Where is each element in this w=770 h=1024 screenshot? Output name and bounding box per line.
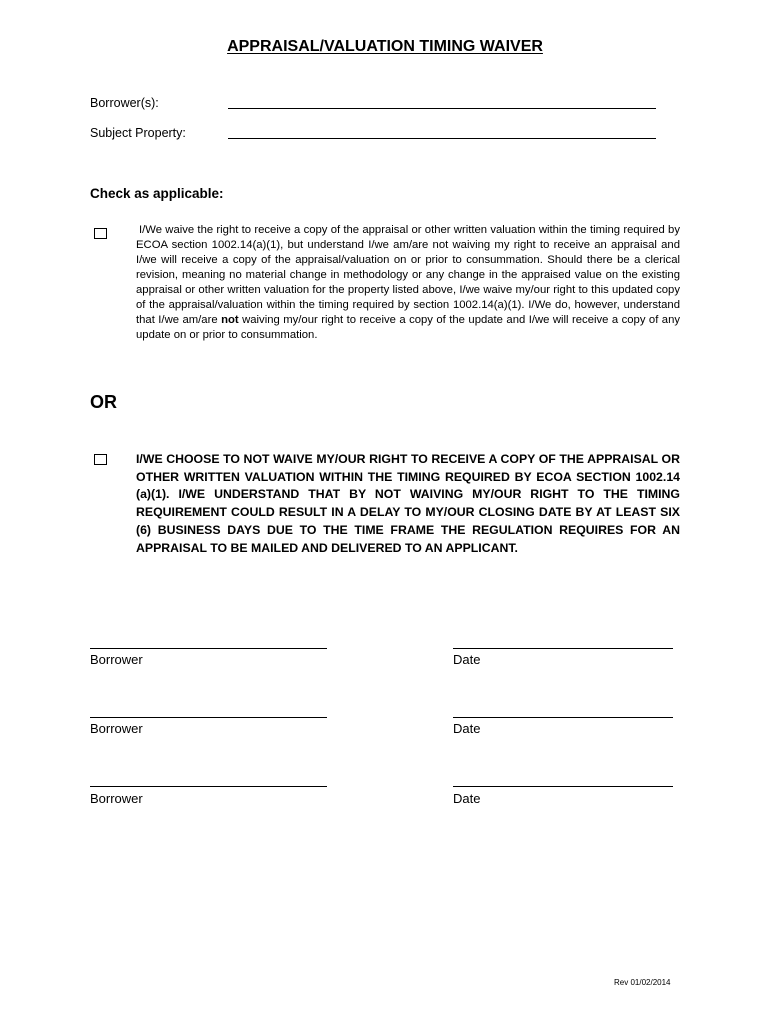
borrower-signature-line[interactable]: [90, 717, 327, 718]
or-separator: OR: [90, 392, 117, 412]
date-signature-line[interactable]: [453, 717, 673, 718]
check-applicable-heading: Check as applicable:: [90, 186, 224, 201]
date-label: Date: [453, 791, 481, 806]
borrower-label: Borrower: [90, 721, 143, 736]
subject-property-label: Subject Property:: [90, 126, 186, 140]
borrowers-input-line[interactable]: [228, 108, 656, 109]
date-signature-line[interactable]: [453, 648, 673, 649]
borrower-signature-line[interactable]: [90, 648, 327, 649]
waive-right-statement: [136, 223, 680, 343]
waive-right-text-after: waiving my/our right to receive a copy of the update and I/we will receive a copy of any update on or prior to consummation.: [136, 314, 680, 341]
borrower-label: Borrower: [90, 652, 143, 667]
borrowers-label: Borrower(s):: [90, 96, 159, 110]
document-title-text: APPRAISAL/VALUATION TIMING WAIVER: [227, 38, 543, 55]
borrower-signature-line[interactable]: [90, 786, 327, 787]
waive-right-checkbox[interactable]: [94, 228, 107, 239]
waive-right-text-before: I/We waive the right to receive a copy of the appraisal or other written valuation within the timing required by ECOA section 1002.14(a)(1), but understand I/we am/are not waiving my right to receive an appraisal and I/we will receive a copy of the appraisal/valuation on or prior to consummation. Should there be a clerical revision, meaning no material change in methodology or any change in the appraised value on the existing appraisal or other written valuation for the property listed above, I/we waive my/our right to this updated copy of the appraisal/valuation within the timing required by section 1002.14(a)(1). I/We do, however, understand that I/we am/are: [136, 224, 680, 326]
revision-date: Rev 01/02/2014: [614, 978, 671, 987]
borrower-label: Borrower: [90, 791, 143, 806]
date-label: Date: [453, 721, 481, 736]
waive-right-text-emphasis: not: [221, 314, 239, 326]
not-waive-right-statement: I/WE CHOOSE TO NOT WAIVE MY/OUR RIGHT TO RECEIVE A COPY OF THE APPRAISAL OR OTHER WRITTEN VALUATION WITHIN THE TIMING REQUIRED BY ECOA SECTION 1002.14 (a)(1). I/WE UNDERSTAND THAT BY NOT WAIVING MY/OUR RIGHT TO THE TIMING REQUIREMENT COULD RESULT IN A DELAY TO MY/OUR CLOSING DATE BY AT LEAST SIX (6) BUSINESS DAYS DUE TO THE TIME FRAME THE REGULATION REQUIRES FOR AN APPRAISAL TO BE MAILED AND DELIVERED TO AN APPLICANT.: [136, 452, 680, 555]
date-signature-line[interactable]: [453, 786, 673, 787]
date-label: Date: [453, 652, 481, 667]
not-waive-right-checkbox[interactable]: [94, 454, 107, 465]
document-title: [0, 38, 770, 56]
subject-property-input-line[interactable]: [228, 138, 656, 139]
